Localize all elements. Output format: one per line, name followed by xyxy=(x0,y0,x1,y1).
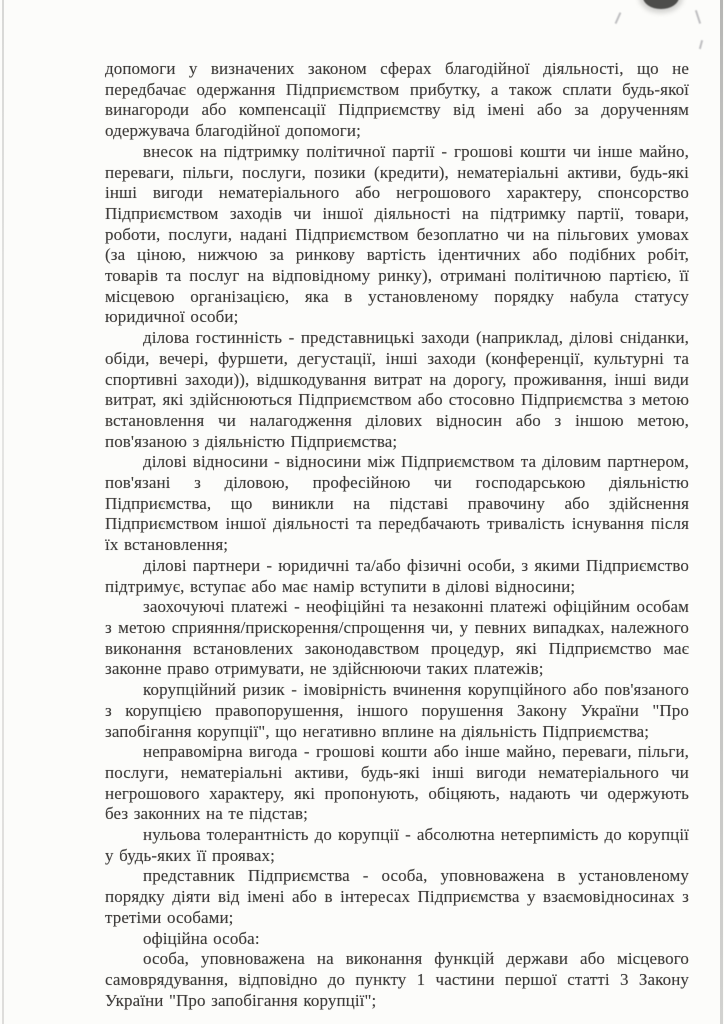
doc-paragraph-zero-tolerance: нульова толерантність до корупції - абсолютна нетерпимість до корупції у будь-яких її проявах; xyxy=(105,825,689,865)
doc-paragraph-business-hospitality: ділова гостинність - представницькі заходи (наприклад, ділові сніданки, обіди, вечері, фуршети, дегустації, інші заходи (конференції, культурні та спортивні заходи)), відшкодування витрат на дорогу, проживання, інші види витрат, які здійснюються Підприємством або стосовно Підприємства з метою встановлення чи налагодження ділових відносин або з іншою метою, пов'язаною з діяльністю Підприємства; xyxy=(105,328,689,451)
doc-paragraph-business-partners: ділові партнери - юридичні та/або фізичні особи, з якими Підприємство підтримує, вступає або має намір вступити в ділові відносини; xyxy=(105,555,689,596)
doc-paragraph-enterprise-representative: представник Підприємства - особа, уповноважена в установленому порядку діяти від імені або в інтересах Підприємства у взаємовідносинах з третіми особами; xyxy=(105,866,689,927)
doc-paragraph-official-person-definition: особа, уповноважена на виконання функцій держави або місцевого самоврядування, відповідно до пункту 1 частини першої статті 3 Закону України "Про запобігання корупції"; xyxy=(105,949,689,1010)
doc-paragraph-official-person-heading: офіційна особа: xyxy=(143,928,260,948)
pencil-mark xyxy=(699,40,703,49)
doc-paragraph-facilitation-payments: заохочуючі платежі - неофіційні та незаконні платежі офіційним особам з метою сприяння/прискорення/спрощення чи, у певних випадках, належного виконання встановлених законодавством процедур, які Підприємство має законне право отримувати, не здійснюючи таких платежів; xyxy=(105,597,689,679)
scan-edge-line-right xyxy=(720,0,723,1024)
document-body xyxy=(105,59,689,1011)
doc-paragraph-corruption-risk: корупційний ризик - імовірність вчинення корупційного або пов'язаного з корупцією правопорушення, іншого порушення Закону України "Про запобігання корупції", що негативно вплине на діяльність Підприємства; xyxy=(105,680,689,741)
doc-paragraph-undue-benefit: неправомірна вигода - грошові кошти або інше майно, переваги, пільги, послуги, нематеріальні активи, будь-які інші вигоди нематеріального чи негрошового характеру, які пропонують, обіцяють, надають чи одержують без законних на те підстав; xyxy=(105,742,689,824)
doc-paragraph-continuation: допомоги у визначених законом сферах благодійної діяльності, що не передбачає одержання Підприємством прибутку, а також сплати будь-якої винагороди або компенсації Підприємству від імені або за дорученням одержувача благодійної допомоги; xyxy=(105,59,689,141)
scan-edge-line-left xyxy=(2,0,4,1024)
doc-paragraph-political-contribution: внесок на підтримку політичної партії - грошові кошти чи інше майно, переваги, пільги, послуги, позики (кредити), нематеріальні активи, будь-які інші вигоди нематеріального або негрошового характеру, спонсорство Підприємством заходів чи іншої діяльності на підтримку партії, товари, роботи, послуги, надані Підприємством безоплатно чи на пільгових умовах (за ціною, нижчою за ринкову вартість ідентичних або подібних робіт, товарів та послуг на відповідному ринку), отримані політичною партією, її місцевою організацією, яка в установленому порядку набула статусу юридичної особи; xyxy=(105,141,689,327)
pencil-mark xyxy=(695,10,701,24)
pencil-mark xyxy=(615,12,621,24)
doc-paragraph-business-relations: ділові відносини - відносини між Підприємством та діловим партнером, пов'язані з діловою, професійною чи господарською діяльністю Підприємства, що виникли на підставі правочину або здійснення Підприємством іншої діяльності та передбачають тривалість існування після їх встановлення; xyxy=(105,452,689,555)
binder-clip-mark xyxy=(643,0,679,9)
